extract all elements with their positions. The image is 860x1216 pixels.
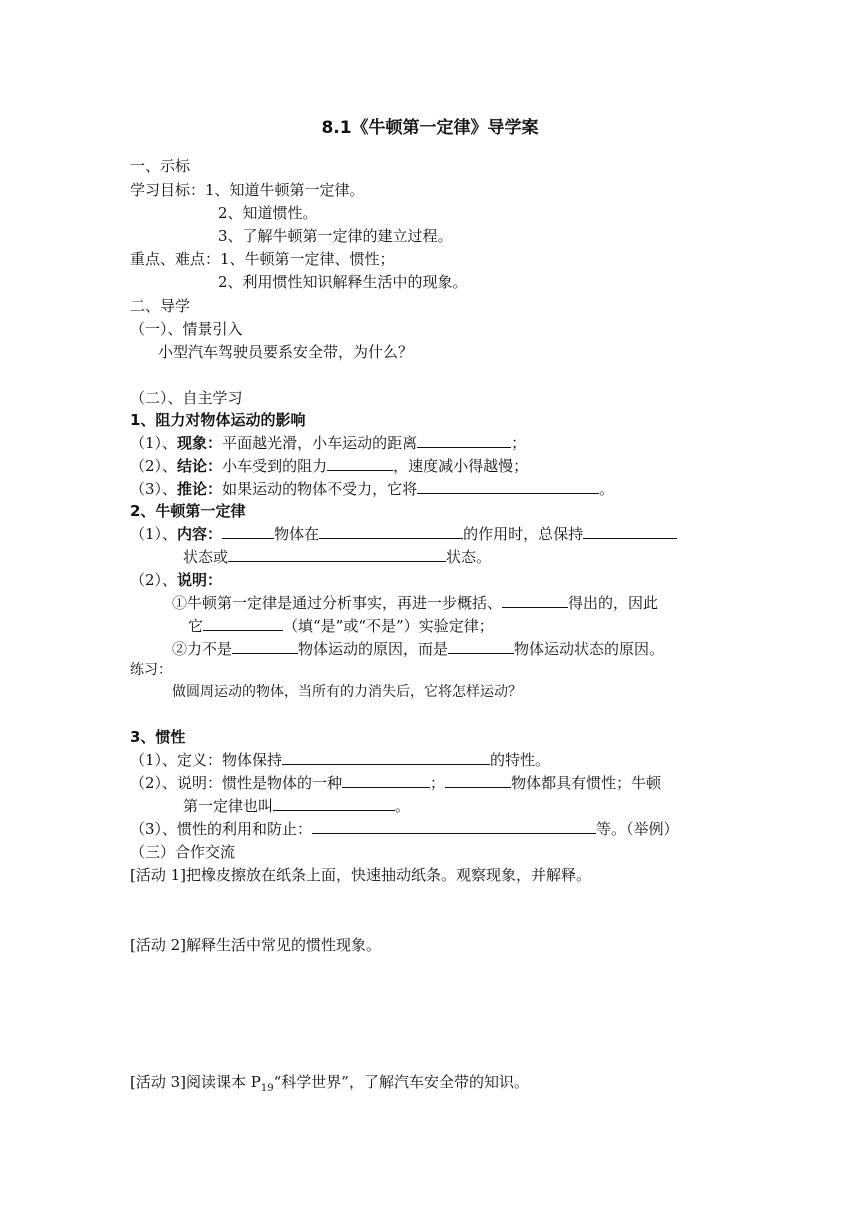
item-text: 平面越光滑，小车运动的距离 <box>222 434 418 452</box>
page-title: 8.1《牛顿第一定律》导学案 <box>321 118 539 138</box>
item-text: 等。（举例） <box>596 820 679 838</box>
activity-2: [活动 2]解释生活中常见的惯性现象。 <box>130 936 382 954</box>
topic-2-line-1-cont <box>183 547 491 567</box>
item-keyword: 结论： <box>177 457 223 475</box>
learning-goals-line-1 <box>130 180 365 200</box>
fill-blank[interactable] <box>583 524 677 539</box>
activity-1: [活动 1]把橡皮擦放在纸条上面，快速抽动纸条。观察现象，并解释。 <box>130 866 592 884</box>
fill-blank[interactable] <box>445 773 511 788</box>
item-text: （3）、惯性的利用和防止： <box>130 820 313 838</box>
section-1-heading: 一、示标 <box>130 157 191 175</box>
subsection-cooperation: （三）合作交流 <box>130 843 236 861</box>
item-keyword: 说明： <box>177 571 223 589</box>
topic-2-heading: 2、牛顿第一定律 <box>130 502 246 520</box>
fill-blank[interactable] <box>502 593 568 608</box>
item-text: 物体运动的原因，而是 <box>298 640 449 658</box>
item-text: ②力不是 <box>172 640 233 658</box>
item-text: [活动 3]阅读课本 P <box>130 1073 261 1091</box>
key-1: 1、牛顿第一定律、惯性； <box>220 250 395 268</box>
note-1-cont <box>188 616 494 636</box>
item-prefix: （3）、 <box>130 480 178 498</box>
topic-1-heading: 1、阻力对物体运动的影响 <box>130 411 306 429</box>
item-text: ①牛顿第一定律是通过分析事实，再进一步概括、 <box>172 594 503 612</box>
fill-blank[interactable] <box>203 616 283 631</box>
fill-blank[interactable] <box>312 819 596 834</box>
item-text: 的作用时，总保持 <box>463 525 584 543</box>
item-text: 如果运动的物体不受力，它将 <box>222 480 418 498</box>
item-text: 。 <box>395 797 411 815</box>
practice-label: 练习： <box>130 662 172 678</box>
section-2-heading: 二、导学 <box>130 297 191 315</box>
topic-2-line-1 <box>130 524 677 544</box>
item-prefix: （2）、 <box>130 571 178 589</box>
note-1 <box>172 593 658 613</box>
key-2: 2、利用惯性知识解释生活中的现象。 <box>218 273 468 291</box>
activity-3 <box>130 1072 529 1099</box>
note-2 <box>172 639 664 659</box>
practice-question: 做圆周运动的物体，当所有的力消失后，它将怎样运动？ <box>172 684 522 700</box>
item-keyword: 内容： <box>177 525 223 543</box>
item-keyword: 现象： <box>177 434 223 452</box>
fill-blank[interactable] <box>342 773 430 788</box>
item-text: 得出的，因此 <box>568 594 659 612</box>
topic-3-line-2 <box>130 773 661 793</box>
fill-blank[interactable] <box>417 433 511 448</box>
item-text: ，速度减小得越慢； <box>393 457 529 475</box>
item-text: 状态。 <box>446 548 492 566</box>
fill-blank[interactable] <box>327 456 393 471</box>
goal-2: 2、知道惯性。 <box>218 204 318 222</box>
fill-blank[interactable] <box>319 524 463 539</box>
fill-blank[interactable] <box>448 639 514 654</box>
fill-blank[interactable] <box>417 479 599 494</box>
item-keyword: 推论： <box>177 480 223 498</box>
goal-3: 3、了解牛顿第一定律的建立过程。 <box>218 227 453 245</box>
item-prefix: （1）、 <box>130 525 178 543</box>
item-text: （填“是”或“不是”）实验定律； <box>283 617 494 635</box>
fill-blank[interactable] <box>228 547 446 562</box>
item-prefix: （2）、 <box>130 457 178 475</box>
item-text: （2）、说明：惯性是物体的一种 <box>130 774 343 792</box>
topic-1-line-2 <box>130 456 528 476</box>
item-text: （1）、定义：物体保持 <box>130 751 283 769</box>
goal-label: 学习目标： <box>130 181 206 199</box>
page-subscript: 19 <box>260 1083 274 1094</box>
topic-3-line-3 <box>130 819 679 839</box>
subsection-self-study: （二）、自主学习 <box>130 389 243 407</box>
topic-3-line-1 <box>130 750 550 770</box>
topic-1-line-1 <box>130 433 526 453</box>
item-text: 状态或 <box>183 548 229 566</box>
item-text: 物体运动状态的原因。 <box>514 640 665 658</box>
item-text: 小车受到的阻力 <box>222 457 328 475</box>
topic-3-line-2-cont <box>183 796 410 816</box>
item-text: 物体都具有惯性；牛顿 <box>511 774 662 792</box>
fill-blank[interactable] <box>232 639 298 654</box>
key-points-line-1 <box>130 249 395 269</box>
item-text: 。 <box>599 480 615 498</box>
topic-1-line-3 <box>130 479 614 499</box>
item-text: 它 <box>188 617 204 635</box>
key-label: 重点、难点： <box>130 250 221 268</box>
subsection-scene-intro: （一）、情景引入 <box>130 320 243 338</box>
item-text: ； <box>511 434 527 452</box>
topic-2-line-2 <box>130 570 222 590</box>
fill-blank[interactable] <box>273 796 395 811</box>
goal-1: 1、知道牛顿第一定律。 <box>205 181 365 199</box>
item-text: ； <box>430 774 446 792</box>
item-text: 物体在 <box>274 525 320 543</box>
item-text: 的特性。 <box>490 751 551 769</box>
topic-3-heading: 3、惯性 <box>130 728 186 746</box>
item-prefix: （1）、 <box>130 434 178 452</box>
fill-blank[interactable] <box>222 524 274 539</box>
intro-question: 小型汽车驾驶员要系安全带，为什么？ <box>158 343 414 361</box>
fill-blank[interactable] <box>282 750 490 765</box>
item-text: “科学世界”，了解汽车安全带的知识。 <box>273 1073 529 1091</box>
item-text: 第一定律也叫 <box>183 797 274 815</box>
